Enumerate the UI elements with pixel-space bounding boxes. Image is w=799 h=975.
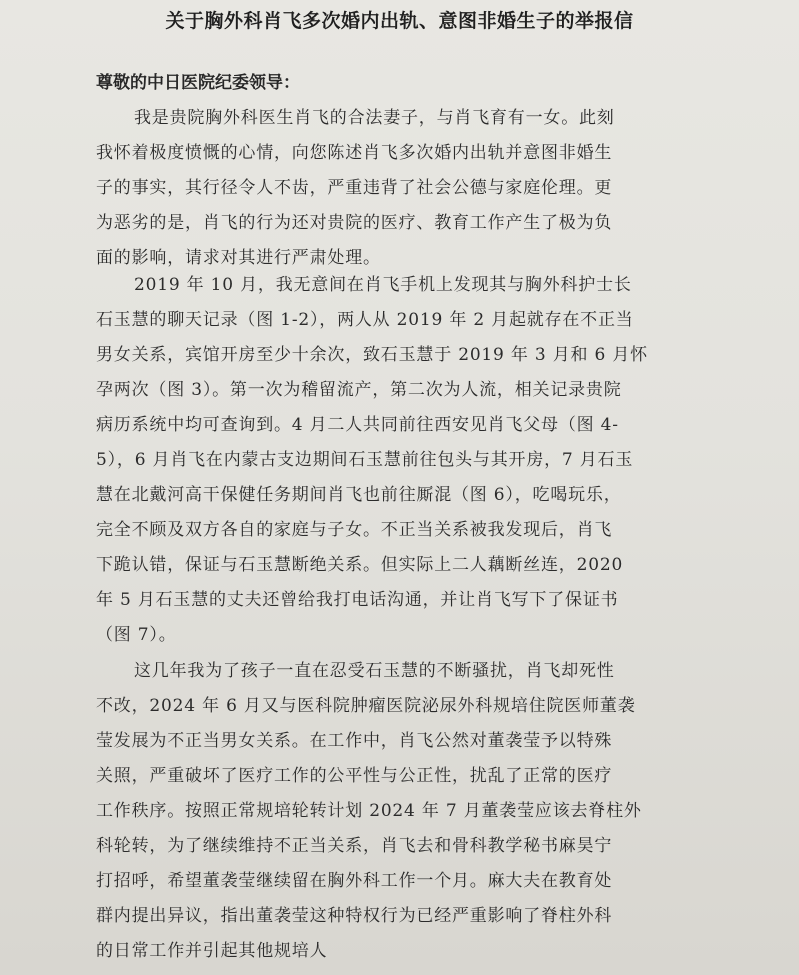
letter-title: 关于胸外科肖飞多次婚内出轨、意图非婚生子的举报信 xyxy=(165,10,634,32)
paragraph-line: 年 5 月石玉慧的丈夫还曾给我打电话沟通，并让肖飞写下了保证书 xyxy=(96,590,619,610)
paragraph-line: 我是贵院胸外科医生肖飞的合法妻子，与肖飞育有一女。此刻 xyxy=(134,108,615,128)
paragraph-line: 打招呼，希望董袭莹继续留在胸外科工作一个月。麻大夫在教育处 xyxy=(96,871,613,891)
paragraph-line: 为恶劣的是，肖飞的行为还对贵院的医疗、教育工作产生了极为负 xyxy=(96,213,613,233)
paragraph-line: 2019 年 10 月，我无意间在肖飞手机上发现其与胸外科护士长 xyxy=(134,275,632,295)
paragraph-2 xyxy=(96,268,736,653)
paragraph-line: 面的影响，请求对其进行严肃处理。 xyxy=(96,248,381,268)
salutation: 尊敬的中日医院纪委领导： xyxy=(96,73,300,93)
paragraph-line: 科轮转，为了继续维持不正当关系，肖飞去和骨科教学秘书麻昊宁 xyxy=(96,836,613,856)
paragraph-line: 我怀着极度愤慨的心情，向您陈述肖飞多次婚内出轨并意图非婚生 xyxy=(96,143,613,163)
paragraph-line: （图 7）。 xyxy=(96,625,177,645)
paragraph-line: 关照，严重破坏了医疗工作的公平性与公正性，扰乱了正常的医疗 xyxy=(96,766,613,786)
paragraph-line: 病历系统中均可查询到。4 月二人共同前往西安见肖飞父母（图 4- xyxy=(96,415,619,435)
paragraph-line: 群内提出异议，指出董袭莹这种特权行为已经严重影响了脊柱外科 xyxy=(96,906,613,926)
paragraph-line: 完全不顾及双方各自的家庭与子女。不正当关系被我发现后，肖飞 xyxy=(96,520,613,540)
paragraph-line: 的日常工作并引起其他规培人 xyxy=(96,941,328,961)
paragraph-line: 子的事实，其行径令人不齿，严重违背了社会公德与家庭伦理。更 xyxy=(96,178,613,198)
paragraph-line: 男女关系，宾馆开房至少十余次，致石玉慧于 2019 年 3 月和 6 月怀 xyxy=(96,345,648,365)
paragraph-line: 不改，2024 年 6 月又与医科院肿瘤医院泌尿外科规培住院医师董袭 xyxy=(96,696,636,716)
paragraph-line: 这几年我为了孩子一直在忍受石玉慧的不断骚扰，肖飞却死性 xyxy=(134,661,615,681)
paragraph-line: 5），6 月肖飞在内蒙古支边期间石玉慧前往包头与其开房，7 月石玉 xyxy=(96,450,634,470)
paragraph-line: 孕两次（图 3）。第一次为稽留流产，第二次为人流，相关记录贵院 xyxy=(96,380,622,400)
paragraph-line: 下跪认错，保证与石玉慧断绝关系。但实际上二人藕断丝连，2020 xyxy=(96,555,624,575)
paragraph-line: 莹发展为不正当男女关系。在工作中，肖飞公然对董袭莹予以特殊 xyxy=(96,731,613,751)
paragraph-line: 工作秩序。按照正常规培轮转计划 2024 年 7 月董袭莹应该去脊柱外 xyxy=(96,801,642,821)
paragraph-line: 慧在北戴河高干保健任务期间肖飞也前往厮混（图 6），吃喝玩乐， xyxy=(96,485,622,505)
paragraph-3 xyxy=(96,654,736,969)
paragraph-line: 石玉慧的聊天记录（图 1-2），两人从 2019 年 2 月起就存在不正当 xyxy=(96,310,634,330)
paragraph-1 xyxy=(96,101,736,276)
